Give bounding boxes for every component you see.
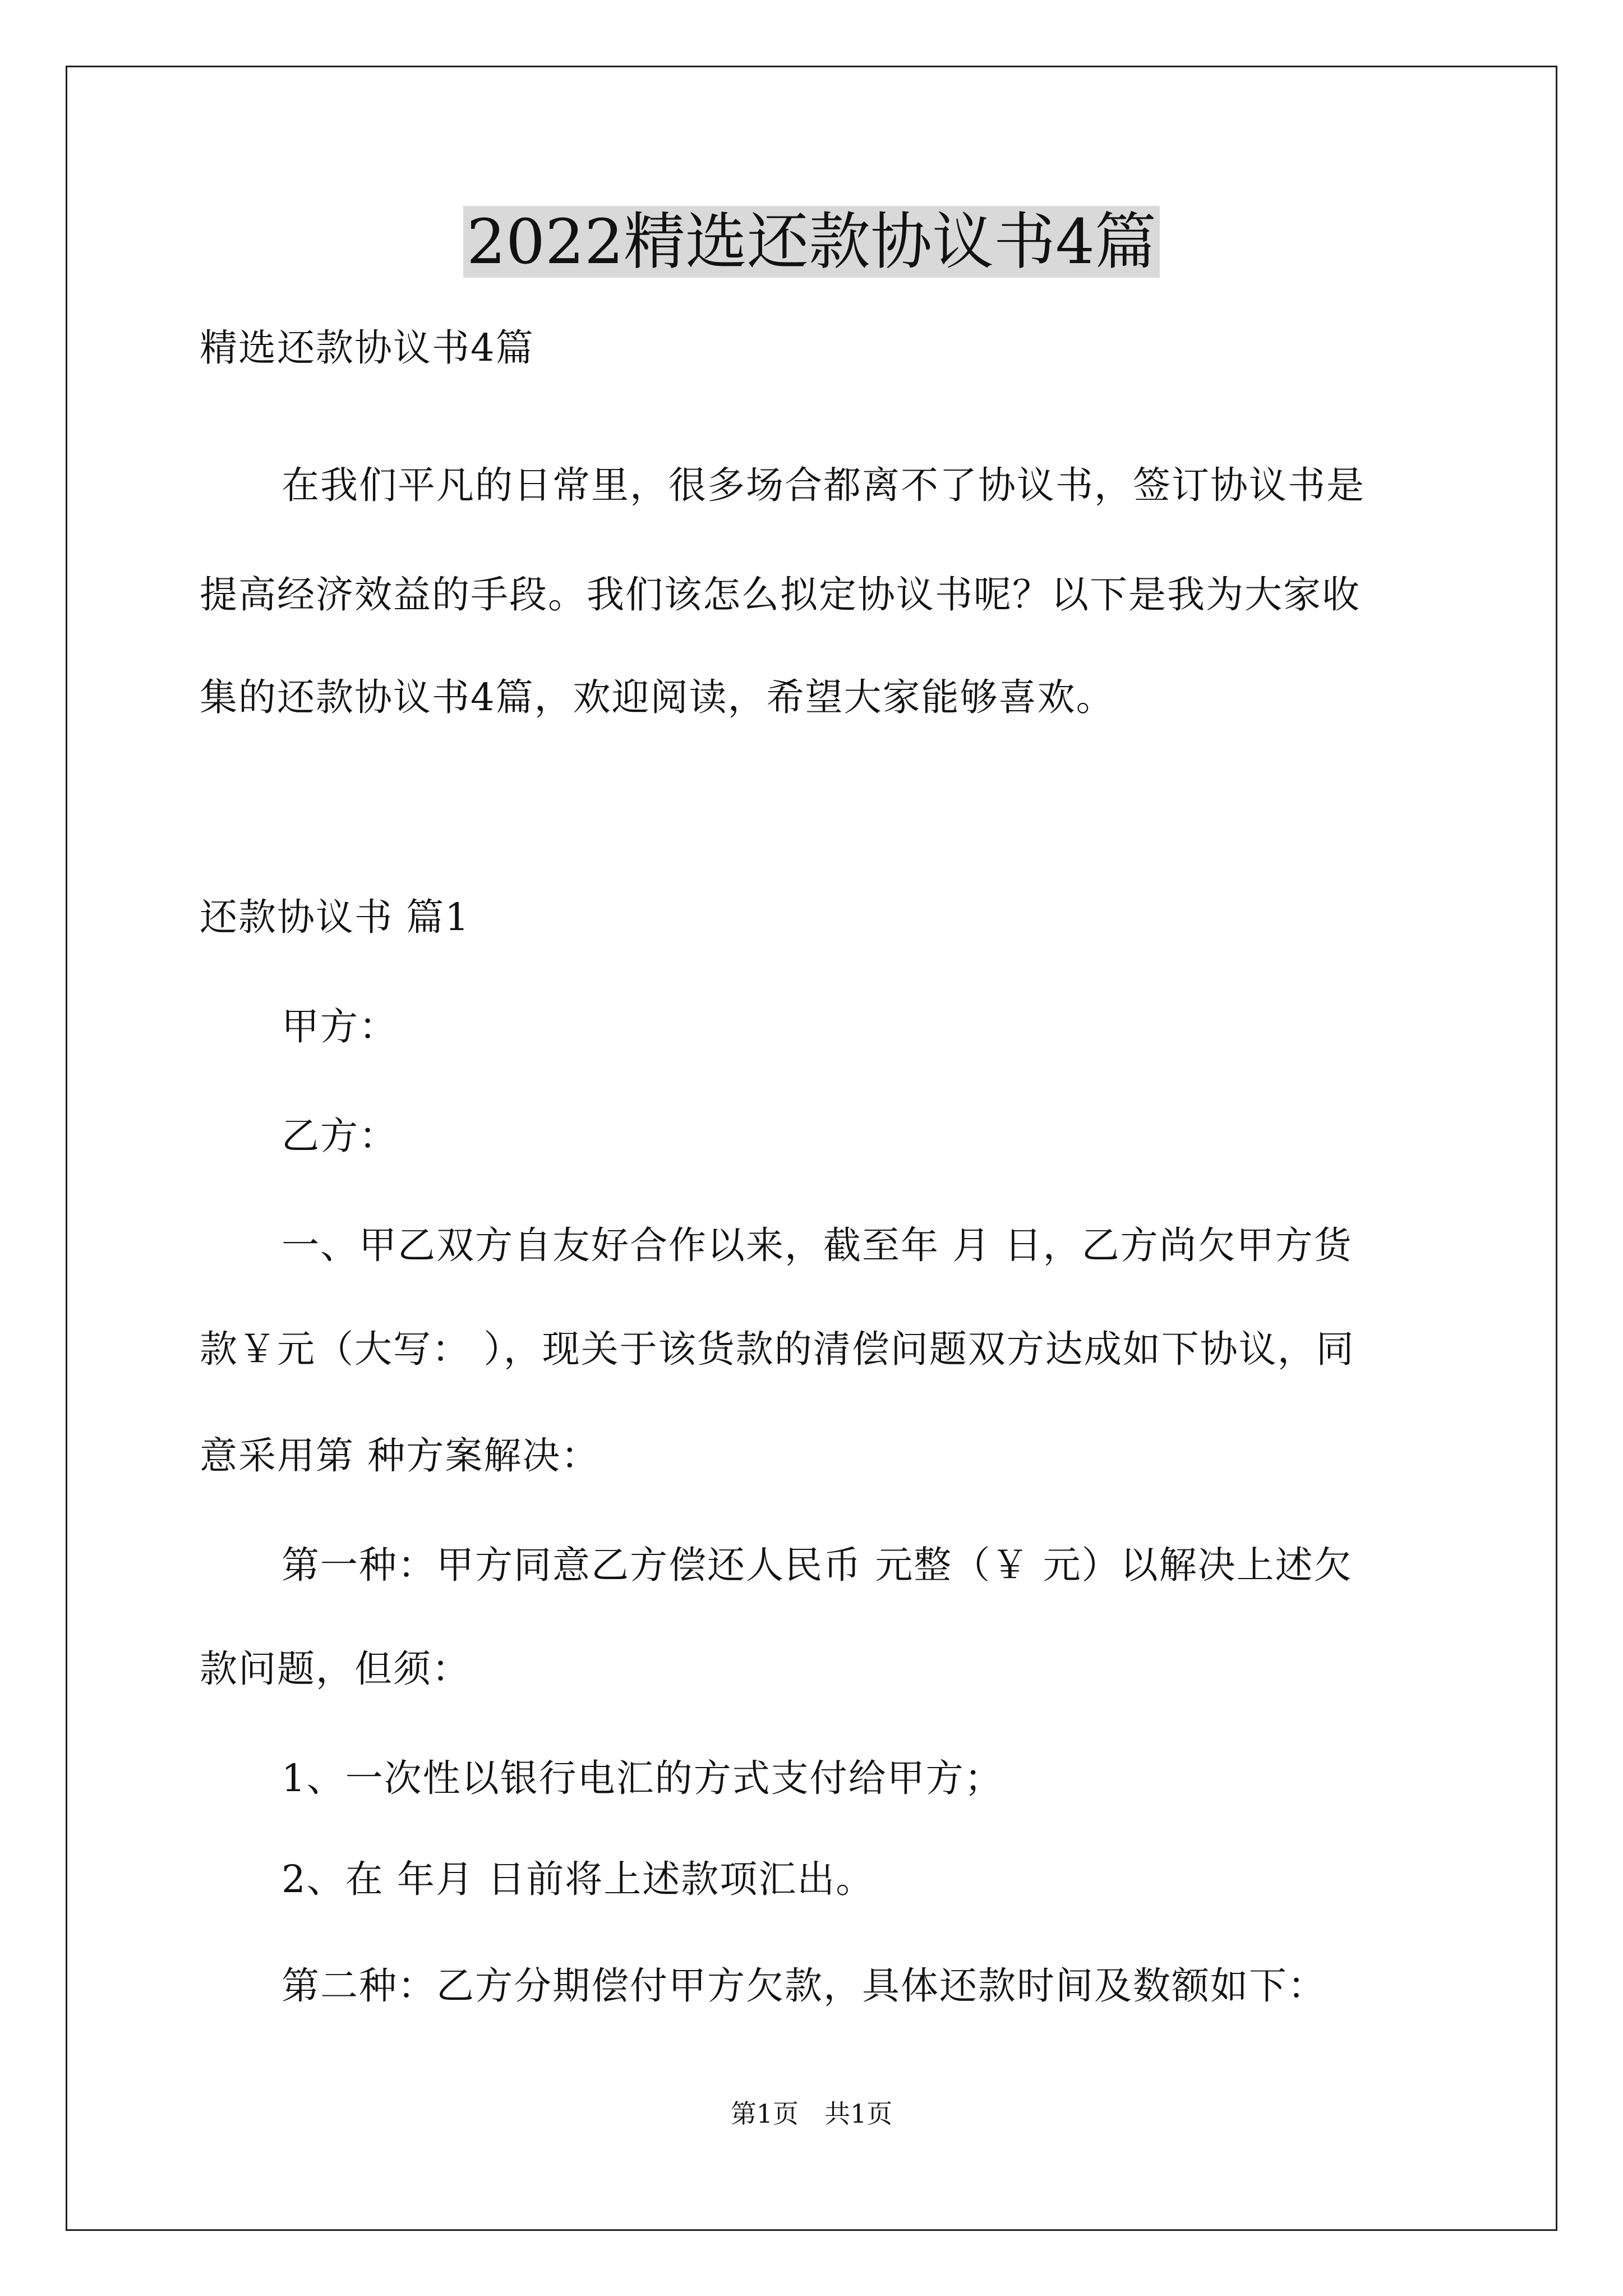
document-title: 2022精选还款协议书4篇 [0,200,1623,284]
paragraph-line: 提高经济效益的手段。我们该怎么拟定协议书呢？以下是我为大家收 [200,573,1361,616]
paragraph-line: 款问题，但须： [200,1647,471,1691]
paragraph-line: 第一种：甲方同意乙方偿还人民币 元整（￥ 元）以解决上述欠 [282,1543,1353,1587]
subtitle-line: 精选还款协议书4篇 [200,326,534,370]
page-number: 第1页 共1页 [730,2099,893,2129]
section-heading: 还款协议书 篇1 [200,895,470,939]
paragraph-line: 意采用第 种方案解决： [200,1434,600,1478]
paragraph-line: 在我们平凡的日常里，很多场合都离不了协议书，签订协议书是 [282,463,1365,507]
list-item: 2、在 年月 日前将上述款项汇出。 [282,1857,875,1901]
paragraph-line: 第二种：乙方分期偿付甲方欠款，具体还款时间及数额如下： [282,1964,1326,2008]
list-item: 1、一次性以银行电汇的方式支付给甲方； [282,1756,1003,1800]
paragraph-line: 集的还款协议书4篇，欢迎阅读，希望大家能够喜欢。 [200,675,1115,719]
paragraph-line: 一、甲乙双方自友好合作以来，截至年 月 日，乙方尚欠甲方货 [282,1223,1353,1267]
paragraph-line: 款￥元（大写： ），现关于该货款的清偿问题双方达成如下协议，同 [200,1327,1355,1371]
party-b-line: 乙方： [282,1114,398,1158]
party-a-line: 甲方： [282,1005,398,1048]
